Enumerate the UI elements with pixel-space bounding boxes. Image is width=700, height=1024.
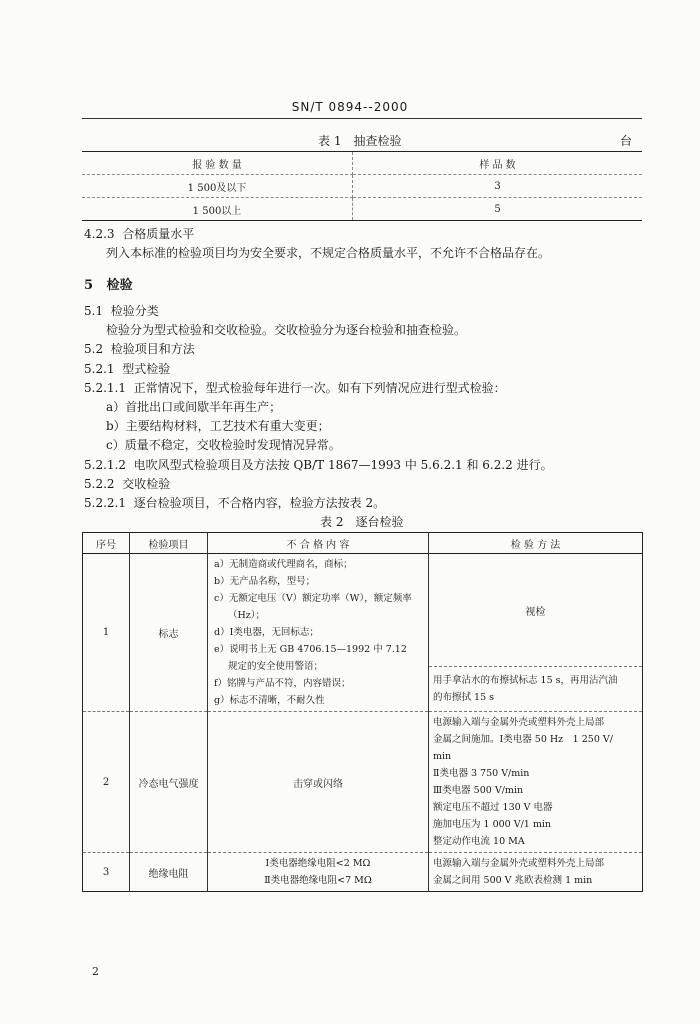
list-item: 规定的安全使用警语；: [228, 661, 324, 672]
table-cell: 视检: [429, 554, 643, 667]
section-5-2-1-2: 5.2.1.2 电吹风型式检验项目及方法按 QB/T 1867—1993 中 5.6.2.1 和 6.2.2 进行。: [84, 458, 553, 472]
table1-unit: 台: [620, 134, 633, 148]
table-row: [83, 554, 643, 667]
table1-caption: 表 1 抽查检验: [318, 134, 402, 148]
table-cell: 1 500以上: [82, 198, 353, 221]
table-header-cell: 检 验 方 法: [429, 533, 643, 554]
section-5-1-heading: 5.1 检验分类: [84, 304, 159, 318]
table-cell: 标志: [130, 554, 208, 712]
table-header-cell: 样 品 数: [353, 152, 643, 175]
table-cell: 用手拿沾水的布擦拭标志 15 s，再用沾汽油 的布擦拭 15 s: [429, 667, 643, 712]
table-header-cell: 序号: [83, 533, 130, 554]
standard-number: SN/T 0894--2000: [291, 100, 409, 114]
list-item: b）无产品名称，型号；: [214, 576, 316, 587]
list-item: a）无制造商或代理商名，商标；: [214, 559, 353, 570]
table-cell: 冷态电气强度: [130, 712, 208, 853]
table-cell: Ⅰ类电器绝缘电阻<2 MΩ Ⅱ类电器绝缘电阻<7 MΩ: [208, 853, 429, 892]
table-row: [82, 175, 642, 198]
table2-caption: 表 2 逐台检验: [320, 515, 404, 529]
list-item: f）铭牌与产品不符，内容错误；: [214, 678, 351, 689]
section-5-1-body: 检验分为型式检验和交收检验。交收检验分为逐台检验和抽查检验。: [106, 323, 467, 337]
table-header-cell: 检验项目: [130, 533, 208, 554]
page-number: 2: [92, 965, 99, 978]
table-cell: [208, 554, 429, 712]
list-item: g）标志不清晰，不耐久性: [214, 695, 325, 706]
section-4-2-3-body: 列入本标准的检验项目均为安全要求，不规定合格质量水平，不允许不合格品存在。: [106, 246, 551, 260]
table-cell: 1: [83, 554, 130, 712]
section-5-heading: 5 检验: [84, 278, 133, 293]
table-cell: 电源输入端与金属外壳或塑料外壳上局部 金属之间用 500 V 兆欧表检测 1 min: [433, 858, 605, 886]
section-5-2-2-heading: 5.2.2 交收检验: [84, 477, 171, 491]
section-5-2-2-1: 5.2.2.1 逐台检验项目，不合格内容，检验方法按表 2。: [84, 496, 386, 510]
list-item: d）Ⅰ类电器，无回标志；: [214, 627, 319, 638]
table-header-cell: 报 验 数 量: [82, 152, 353, 175]
list-item: c）质量不稳定，交收检验时发现情况异常。: [106, 438, 341, 452]
section-5-2-1-heading: 5.2.1 型式检验: [84, 362, 171, 376]
section-5-2-heading: 5.2 检验项目和方法: [84, 342, 195, 356]
table-cell: 5: [494, 203, 501, 215]
table-header-row: [82, 152, 642, 175]
table-cell: 绝缘电阻: [130, 853, 208, 892]
section-5-2-1-1: 5.2.1.1 正常情况下，型式检验每年进行一次。如有下列情况应进行型式检验：: [84, 381, 506, 395]
list-item: a）首批出口或间歇半年再生产；: [106, 400, 282, 414]
table-cell: 电源输入端与金属外壳或塑料外壳上局部 金属之间施加。Ⅰ类电器 50 Hz 1 250 V/ min Ⅱ类电器 3 750 V/min Ⅲ类电器 500 V/min 额定电压不超过 130 V 电器 施加电压为 1 000 V/1 min 整定动作电流 10 MA: [429, 712, 643, 853]
table-cell: 2: [83, 712, 130, 853]
table-cell: 击穿或闪络: [208, 712, 429, 853]
inspection-table: [82, 532, 643, 892]
sampling-table: [82, 151, 642, 221]
list-item: （Hz）；: [228, 610, 266, 621]
table-cell: 3: [353, 175, 643, 198]
list-item: e）说明书上无 GB 4706.15—1992 中 7.12: [214, 644, 407, 655]
header-rule: [82, 118, 642, 119]
table-cell: 1 500及以下: [82, 175, 353, 198]
list-item: c）无额定电压（V）额定功率（W），额定频率: [214, 593, 412, 604]
table-row: [83, 853, 643, 892]
table-row: [82, 198, 642, 221]
table-cell: 3: [83, 853, 130, 892]
table-header-row: [83, 533, 643, 554]
list-item: b）主要结构材料，工艺技术有重大变更；: [106, 419, 330, 433]
section-4-2-3-heading: 4.2.3 合格质量水平: [84, 227, 195, 241]
table-row: [83, 712, 643, 853]
table-header-cell: 不 合 格 内 容: [208, 533, 429, 554]
